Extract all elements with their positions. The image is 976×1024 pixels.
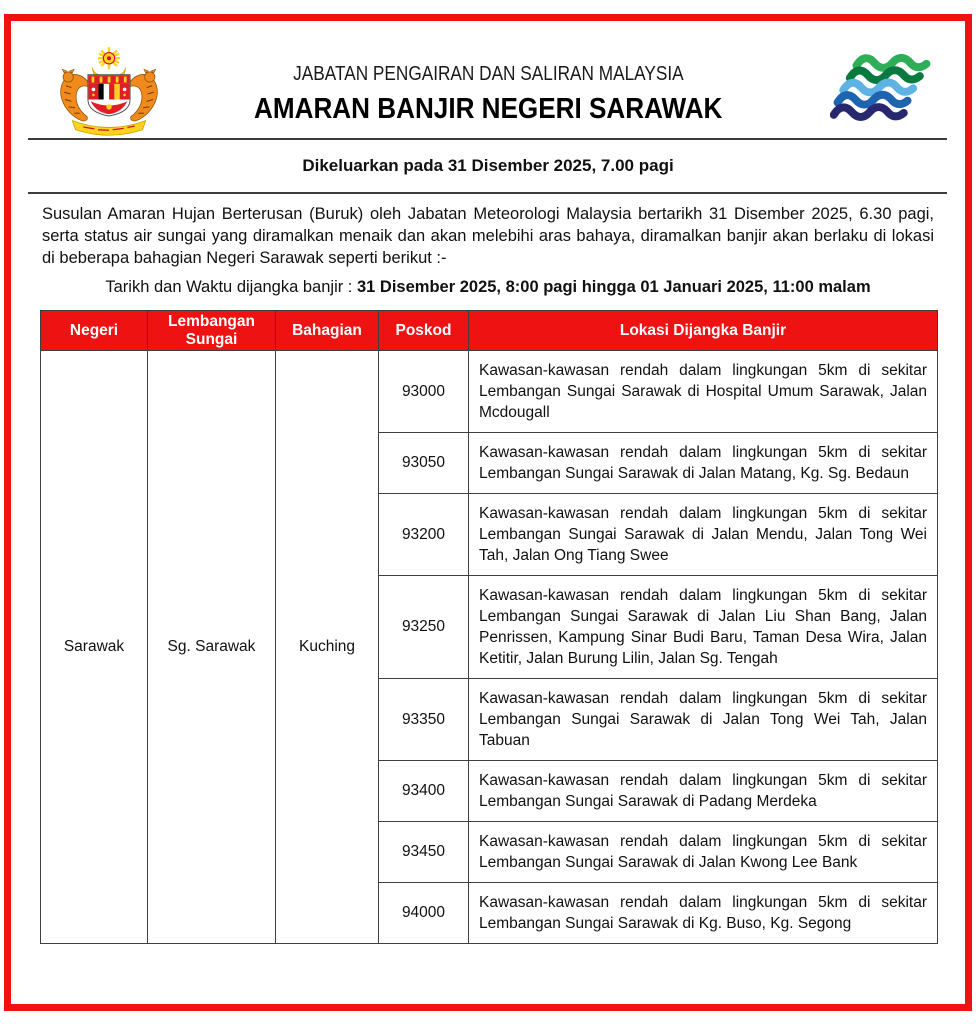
cell-lokasi: Kawasan-kawasan rendah dalam lingkungan 5km di sekitar Lembangan Sungai Sarawak di Padang Merdeka xyxy=(469,761,938,822)
issued-date-line: Dikeluarkan pada 31 Disember 2025, 7.00 pagi xyxy=(302,156,674,175)
forecast-label: Tarikh dan Waktu dijangka banjir : xyxy=(105,278,353,296)
cell-poskod: 93000 xyxy=(379,351,469,433)
tiger-left-icon xyxy=(61,69,89,121)
intro-paragraph: Susulan Amaran Hujan Berterusan (Buruk) oleh Jabatan Meteorologi Malaysia bertarikh 31 Disember 2025, 6.30 pagi, serta status air sungai yang diramalkan menaik dan akan melebihi aras bahaya, diramalkan banjir akan berlaku di lokasi di beberapa bahagian Negeri Sarawak seperti berikut :- xyxy=(42,205,934,267)
page-title: AMARAN BANJIR NEGERI SARAWAK xyxy=(253,93,723,125)
cell-lokasi: Kawasan-kawasan rendah dalam lingkungan 5km di sekitar Lembangan Sungai Sarawak di Jalan Kwong Lee Bank xyxy=(469,822,938,883)
divider-line-top xyxy=(28,138,947,140)
table-row xyxy=(41,351,938,433)
cell-poskod: 93200 xyxy=(379,494,469,576)
cell-lokasi: Kawasan-kawasan rendah dalam lingkungan 5km di sekitar Lembangan Sungai Sarawak di Kg. Buso, Kg. Segong xyxy=(469,883,938,944)
wave-5 xyxy=(834,107,904,117)
malaysia-coat-of-arms-icon xyxy=(54,42,164,146)
cell-lokasi: Kawasan-kawasan rendah dalam lingkungan 5km di sekitar Lembangan Sungai Sarawak di Jalan Tong Wei Tah, Jalan Tabuan xyxy=(469,679,938,761)
column-header-lokasi: Lokasi Dijangka Banjir xyxy=(469,311,938,351)
wave-4 xyxy=(838,95,908,105)
federal-star-icon xyxy=(98,47,120,69)
cell-lembangan-sungai: Sg. Sarawak xyxy=(148,351,276,944)
forecast-value: 31 Disember 2025, 8:00 pagi hingga 01 Januari 2025, 11:00 malam xyxy=(357,278,871,296)
wave-2 xyxy=(850,70,920,80)
column-header-negeri: Negeri xyxy=(41,311,148,351)
flood-locations-table xyxy=(40,310,938,944)
shield-icon xyxy=(88,75,130,116)
wave-3 xyxy=(843,82,913,92)
header-titles xyxy=(170,62,806,126)
cell-negeri: Sarawak xyxy=(41,351,148,944)
wave-1 xyxy=(856,58,926,68)
cell-poskod: 93050 xyxy=(379,433,469,494)
forecast-line xyxy=(0,278,976,297)
table-header-row xyxy=(41,311,938,351)
cell-bahagian: Kuching xyxy=(276,351,379,944)
tiger-right-icon xyxy=(129,69,157,121)
divider-line-bottom xyxy=(28,192,947,194)
cell-poskod: 93350 xyxy=(379,679,469,761)
agency-name: JABATAN PENGAIRAN DAN SALIRAN MALAYSIA xyxy=(292,62,684,85)
jps-waves-logo-icon xyxy=(830,54,934,136)
cell-lokasi: Kawasan-kawasan rendah dalam lingkungan 5km di sekitar Lembangan Sungai Sarawak di Jalan Liu Shan Bang, Jalan Penrissen, Kampung Sinar Budi Baru, Taman Desa Wira, Jalan Ketitir, Jalan Burung Lilin, Jalan Sg. Tengah xyxy=(469,576,938,679)
cell-lokasi: Kawasan-kawasan rendah dalam lingkungan 5km di sekitar Lembangan Sungai Sarawak di Jalan Mendu, Jalan Tong Wei Tah, Jalan Ong Tiang Swee xyxy=(469,494,938,576)
column-header-bahagian: Bahagian xyxy=(276,311,379,351)
cell-poskod: 93250 xyxy=(379,576,469,679)
motto-banner-icon xyxy=(72,121,145,136)
column-header-lembangan-sungai: Lembangan Sungai xyxy=(148,311,276,351)
cell-lokasi: Kawasan-kawasan rendah dalam lingkungan 5km di sekitar Lembangan Sungai Sarawak di Hospital Umum Sarawak, Jalan Mcdougall xyxy=(469,351,938,433)
cell-poskod: 93400 xyxy=(379,761,469,822)
cell-poskod: 94000 xyxy=(379,883,469,944)
cell-poskod: 93450 xyxy=(379,822,469,883)
cell-lokasi: Kawasan-kawasan rendah dalam lingkungan 5km di sekitar Lembangan Sungai Sarawak di Jalan Matang, Kg. Sg. Bedaun xyxy=(469,433,938,494)
column-header-poskod: Poskod xyxy=(379,311,469,351)
